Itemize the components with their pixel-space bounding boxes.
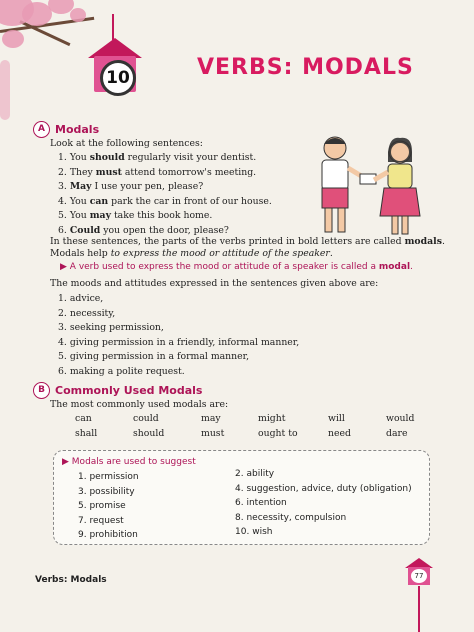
mood-text: necessity, — [69, 307, 116, 319]
triangle-bullet-icon: ▶ — [60, 262, 70, 272]
sentence-item — [58, 152, 256, 163]
footer-label: Verbs: Modals — [35, 575, 107, 585]
usage-item — [78, 501, 126, 511]
mood-number: 4. — [58, 336, 67, 348]
usage-item — [235, 498, 287, 508]
sentence-modal: must — [95, 166, 122, 178]
children-illustration — [300, 130, 430, 240]
chapter-title: VERBS: MODALS — [197, 55, 414, 80]
usage-item — [78, 516, 124, 526]
usage-text: ability — [246, 469, 275, 479]
mood-item — [58, 308, 115, 319]
section-b-title: Commonly Used Modals — [55, 384, 203, 397]
modal-word: can — [75, 413, 92, 424]
usage-number: 9. — [78, 530, 87, 540]
sentence-modal: May — [69, 181, 92, 192]
usage-item — [235, 484, 412, 494]
section-b-heading — [33, 382, 202, 399]
sentence-modal: Could — [69, 224, 101, 236]
sentence-post: I use your pen, please? — [91, 181, 204, 192]
usage-text: possibility — [89, 486, 135, 497]
sentence-modal: should — [89, 152, 125, 163]
usage-text: suggestion, advice, duty (obligation) — [246, 483, 412, 494]
mood-text: giving permission in a friendly, informal manner, — [69, 336, 300, 348]
mood-number: 1. — [58, 293, 67, 304]
usage-item — [78, 487, 135, 497]
sentence-item — [58, 167, 256, 178]
sentence-pre: You — [69, 152, 90, 163]
usage-number: 7. — [78, 515, 87, 526]
usage-number: 1. — [78, 472, 87, 482]
mood-text: advice, — [69, 293, 104, 304]
mood-item — [58, 366, 185, 377]
mood-item — [58, 351, 249, 362]
mood-number: 6. — [58, 365, 67, 377]
sentence-number: 5. — [58, 210, 67, 221]
mood-number: 3. — [58, 322, 67, 333]
mood-number: 5. — [58, 351, 67, 362]
usage-text: wish — [252, 527, 273, 537]
sentence-pre: You — [69, 195, 90, 207]
section-a-letter: A — [33, 121, 50, 138]
modal-word: could — [133, 413, 159, 424]
sentence-number: 1. — [58, 152, 67, 163]
section-a-intro: Look at the following sentences: — [50, 138, 203, 149]
sentence-item — [58, 225, 229, 236]
section-b-intro: The most commonly used modals are: — [50, 399, 229, 410]
modal-word: would — [386, 413, 415, 424]
modal-word: need — [328, 428, 351, 439]
mood-item — [58, 337, 299, 348]
usage-number: 3. — [78, 486, 87, 497]
mood-text: seeking permission, — [69, 322, 164, 333]
usage-text: intention — [246, 498, 287, 508]
section-b-letter: B — [33, 382, 50, 399]
modal-word: may — [201, 413, 221, 424]
sentence-item — [58, 196, 272, 207]
sentence-post: you open the door, please? — [100, 224, 229, 236]
usage-number: 4. — [235, 483, 244, 494]
modal-word: will — [328, 413, 345, 424]
sentence-number: 4. — [58, 195, 67, 207]
chapter-badge — [88, 38, 142, 94]
usage-item — [235, 527, 272, 537]
mood-number: 2. — [58, 307, 67, 319]
sentence-number: 6. — [58, 224, 67, 236]
sentence-post: take this book home. — [110, 210, 213, 221]
mood-text: giving permission in a formal manner, — [69, 351, 250, 362]
house-hanger — [112, 14, 120, 40]
usage-number: 8. — [235, 512, 244, 523]
usage-item — [235, 513, 346, 523]
usage-number: 5. — [78, 501, 87, 511]
usage-item — [235, 469, 274, 479]
usage-item — [78, 472, 139, 482]
sentence-number: 2. — [58, 166, 67, 178]
page-badge-pole — [418, 586, 420, 632]
mood-item — [58, 322, 164, 333]
modal-definition: ▶ A verb used to express the mood or attitude of a speaker is called a modal. — [60, 262, 413, 272]
modal-word: might — [258, 413, 286, 424]
usage-box-heading: ▶ Modals are used to suggest — [62, 457, 196, 467]
sentence-post: attend tomorrow's meeting. — [121, 166, 257, 178]
modal-word: should — [133, 428, 165, 439]
sentence-pre: You — [69, 210, 90, 221]
mood-text: making a polite request. — [69, 365, 185, 377]
modal-word: dare — [386, 428, 408, 439]
moods-intro: The moods and attitudes expressed in the sentences given above are: — [50, 278, 379, 289]
usage-number: 10. — [235, 527, 250, 537]
page-number-badge — [405, 558, 433, 586]
usage-text: necessity, compulsion — [246, 512, 347, 523]
usage-text: prohibition — [89, 530, 138, 540]
explanation-line-2: Modals help to express the mood or attitude of the speaker. — [50, 248, 333, 259]
usage-text: promise — [89, 501, 126, 511]
sentence-modal: can — [89, 195, 109, 207]
sentence-post: regularly visit your dentist. — [124, 152, 257, 163]
sentence-number: 3. — [58, 181, 67, 192]
sentence-post: park the car in front of our house. — [108, 195, 272, 207]
sentence-pre: They — [69, 166, 96, 178]
section-a-title: Modals — [55, 123, 100, 136]
modal-word: must — [201, 428, 225, 439]
usage-text: request — [89, 515, 124, 526]
modal-word: shall — [75, 428, 98, 439]
sentence-item — [58, 210, 212, 221]
triangle-bullet-icon: ▶ — [62, 457, 72, 467]
usage-item — [78, 530, 138, 540]
page-number: 77 — [411, 569, 427, 583]
explanation-line-1: In these sentences, the parts of the verbs printed in bold letters are called modals. — [50, 236, 445, 247]
mood-item — [58, 293, 103, 304]
usage-number: 6. — [235, 498, 244, 508]
sentence-item — [58, 181, 203, 192]
section-a-heading — [33, 121, 99, 138]
usage-text: permission — [89, 472, 139, 482]
usage-number: 2. — [235, 469, 244, 479]
chapter-number: 10 — [100, 60, 136, 96]
modal-word: ought to — [258, 428, 298, 439]
sentence-modal: may — [89, 210, 111, 221]
